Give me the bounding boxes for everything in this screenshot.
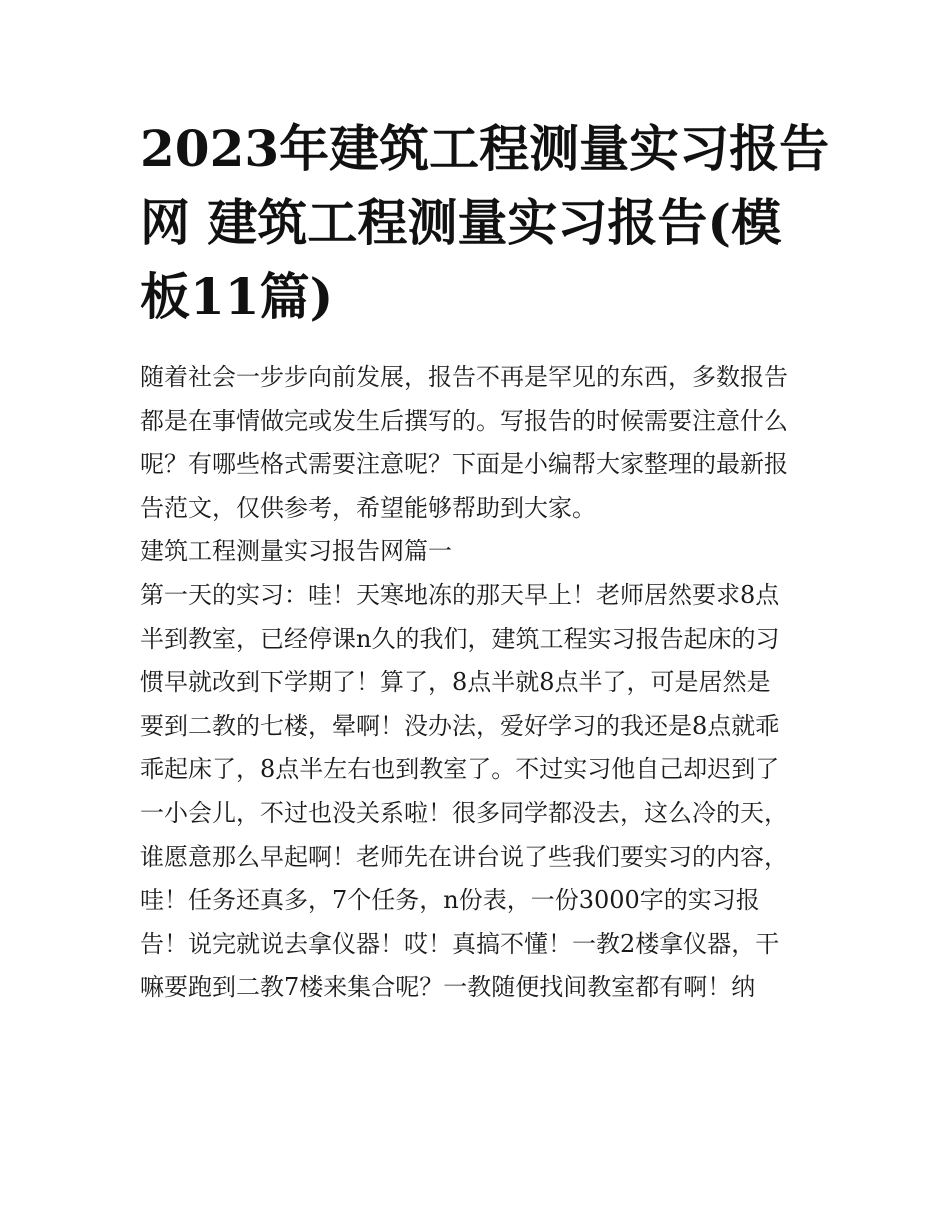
title-line-1: 2023年建筑工程测量实习报告 <box>140 119 830 178</box>
section-heading: 建筑工程测量实习报告网篇一 <box>140 537 452 566</box>
title-line-2: 网 建筑工程测量实习报告(模 <box>140 193 782 252</box>
paragraph-line-3: 惯早就改到下学期了！算了，8点半就8点半了，可是居然是 <box>140 668 771 697</box>
paragraph-line-10: 嘛要跑到二教7楼来集合呢？一教随便找间教室都有啊！纳 <box>140 973 756 1002</box>
paragraph-line-5: 乖起床了，8点半左右也到教室了。不过实习他自己却迟到了 <box>140 755 780 784</box>
intro-line-3: 呢？有哪些格式需要注意呢？下面是小编帮大家整理的最新报 <box>140 450 788 479</box>
paragraph-line-1: 第一天的实习：哇！天寒地冻的那天早上！老师居然要求8点 <box>140 580 780 609</box>
intro-line-2: 都是在事情做完或发生后撰写的。写报告的时候需要注意什么 <box>140 406 788 435</box>
intro-line-4: 告范文，仅供参考，希望能够帮助到大家。 <box>140 493 596 522</box>
document-title <box>140 112 830 334</box>
paragraph-line-8: 哇！任务还真多，7个任务，n份表，一份3000字的实习报 <box>140 886 760 915</box>
paragraph-line-2: 半到教室，已经停课n久的我们，建筑工程实习报告起床的习 <box>140 624 780 653</box>
document-body <box>140 356 820 1010</box>
intro-line-1: 随着社会一步步向前发展，报告不再是罕见的东西，多数报告 <box>140 363 788 391</box>
paragraph-line-7: 谁愿意那么早起啊！老师先在讲台说了些我们要实习的内容， <box>140 842 788 871</box>
paragraph-line-4: 要到二教的七楼，晕啊！没办法，爱好学习的我还是8点就乖 <box>140 711 780 740</box>
paragraph-line-9: 告！说完就说去拿仪器！哎！真搞不懂！一教2楼拿仪器，干 <box>140 929 780 958</box>
title-line-3: 板11篇) <box>140 267 334 326</box>
paragraph-line-6: 一小会儿，不过也没关系啦！很多同学都没去，这么冷的天， <box>140 798 788 827</box>
